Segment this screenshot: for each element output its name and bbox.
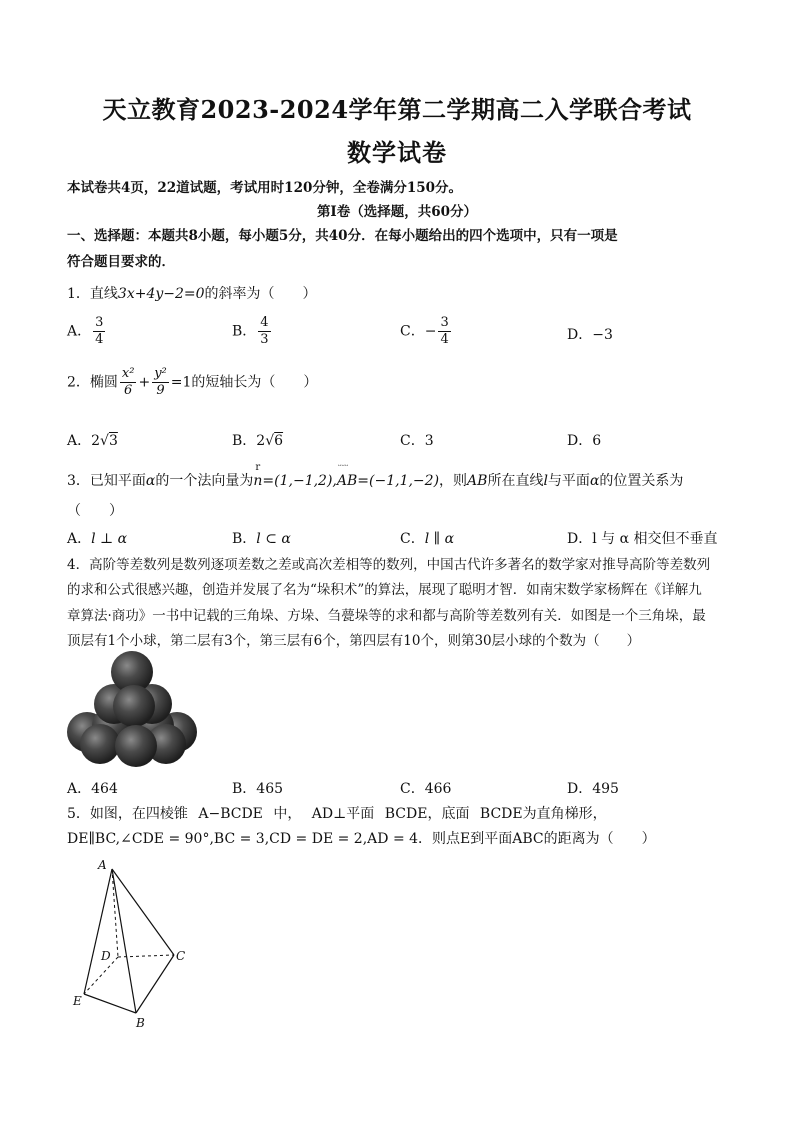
question-3	[67, 462, 684, 490]
plus-sign: +	[138, 374, 151, 391]
q1-option-d	[567, 324, 613, 344]
q2-option-c	[400, 430, 434, 450]
numerator: y²	[154, 366, 167, 381]
q1-equation: 3x+4y−2=0	[117, 286, 205, 302]
q1-prefix: 1．直线	[67, 286, 118, 302]
n-value: =(1,−1,2),	[262, 473, 337, 489]
edge-ad-hidden	[112, 869, 118, 957]
option-text: 464	[91, 781, 118, 797]
q3-text: 的一个法向量为	[155, 473, 254, 489]
edge-ac	[112, 869, 174, 955]
option-label: B．	[232, 323, 257, 340]
q4-option-a	[67, 778, 118, 798]
question-1	[67, 283, 317, 303]
vertex-a-label: A	[98, 858, 107, 872]
q1-suffix: 的斜率为（ ）	[204, 286, 317, 302]
vertex-b-label: B	[136, 1016, 145, 1030]
q3-text: 与平面	[547, 473, 590, 489]
q2-option-d	[567, 430, 601, 450]
option-label: B．	[232, 781, 257, 797]
denominator: 9	[156, 383, 165, 398]
option-label: B．	[232, 531, 257, 547]
sphere	[80, 724, 120, 764]
q1-option-c	[400, 315, 453, 348]
option-text: 6	[592, 433, 602, 449]
q5-line1: 5．如图，在四棱锥 A−BCDE 中， AD⊥平面 BCDE，底面 BCDE为直角梯形，	[67, 806, 607, 822]
q3-text: 3．已知平面	[67, 473, 146, 489]
sphere	[115, 725, 157, 767]
option-text: l ⊥ α	[91, 531, 128, 547]
q4-line4: 顶层有1个小球，第二层有3个，第三层有6个，第四层有10个，则第30层小球的个数为（ ）	[67, 633, 641, 649]
q4-line3: 章算法·商功》一书中记载的三角垛、方垛、刍甍垛等的求和都与高阶等差数列有关．如图是一个三角垛，最	[67, 608, 706, 624]
q3-option-a	[67, 528, 127, 548]
option-label: C．	[400, 531, 425, 547]
option-text: −3	[592, 327, 613, 343]
vertex-e-label: E	[73, 994, 82, 1008]
sphere	[113, 685, 155, 727]
q3-option-c	[400, 528, 454, 548]
q4-option-b	[232, 778, 283, 798]
triangular-pile-figure	[62, 648, 202, 773]
q3-option-d	[567, 528, 718, 548]
q3-blank: （ ）	[67, 503, 123, 519]
option-label: A．	[67, 781, 92, 797]
question-2	[67, 366, 317, 399]
vertex-d-label: D	[101, 949, 111, 963]
option-text: 465	[256, 781, 284, 797]
option-label: D．	[567, 531, 593, 547]
option-label: D．	[567, 781, 593, 797]
numerator: 3	[440, 315, 449, 330]
radicand: 6	[274, 433, 284, 449]
q1-option-a	[67, 315, 107, 348]
option-text: 3	[424, 433, 434, 449]
vector-n: n	[253, 473, 263, 489]
alpha-symbol: α	[145, 473, 156, 489]
option-label: A．	[67, 531, 92, 547]
vertex-c-label: C	[176, 949, 186, 963]
option-label: D．	[567, 327, 593, 343]
exam-title: 天立教育2023-2024学年第二学期高二入学联合考试	[102, 95, 692, 124]
option-label: C．	[400, 433, 425, 449]
option-label: C．	[400, 781, 425, 797]
section-title: 第Ⅰ卷（选择题，共60分）	[316, 204, 478, 220]
option-label: B．	[232, 433, 257, 449]
part-intro-line1: 一、选择题：本题共8小题，每小题5分，共40分．在每小题给出的四个选项中，只有一项是	[67, 228, 618, 244]
q4-option-c	[400, 778, 451, 798]
minus-sign: −	[424, 323, 437, 340]
option-text: l ∥ α	[424, 531, 455, 547]
vector-ab: AB	[336, 473, 358, 489]
option-label: D．	[567, 433, 593, 449]
denominator: 3	[260, 332, 269, 347]
q1-option-b	[232, 315, 273, 348]
q4-option-d	[567, 778, 619, 798]
part-intro-line2: 符合题目要求的．	[67, 254, 175, 270]
option-text: l ⊂ α	[256, 531, 291, 547]
vector-arrow-icon: ᵕᵕᵕ	[337, 462, 349, 472]
vector-arrow-icon: r	[255, 462, 261, 473]
numerator: 3	[95, 315, 104, 330]
coefficient: 2	[256, 433, 266, 449]
numerator: x²	[121, 366, 135, 381]
q4-line1: 4．高阶等差数列是数列逐项差数之差或高次差相等的数列，中国古代许多著名的数学家对推导高阶等差数列	[67, 557, 711, 573]
radicand: 3	[108, 433, 118, 449]
edge-bc	[136, 955, 174, 1013]
ab-label: AB	[467, 473, 488, 489]
ab-value: =(−1,1,−2)	[357, 473, 440, 489]
edge-ab	[112, 869, 136, 1013]
denominator: 4	[95, 332, 104, 347]
q3-text: 的位置关系为	[599, 473, 684, 489]
ab-vector	[336, 462, 358, 489]
denominator: 4	[440, 332, 449, 347]
option-label: A．	[67, 323, 92, 340]
q2-option-b: B．2√6	[232, 433, 284, 449]
edge-eb	[84, 994, 136, 1013]
exam-info: 本试卷共4页，22道试题，考试用时120分钟，全卷满分150分。	[67, 180, 463, 196]
exam-subtitle: 数学试卷	[347, 138, 447, 167]
option-text: 495	[592, 781, 619, 797]
q3-text: 所在直线	[487, 473, 544, 489]
denominator: 6	[124, 383, 133, 398]
q4-line2: 的求和公式很感兴趣，创造并发展了名为“垛积术”的算法，展现了聪明才智．如南宋数学家杨辉在《详解九	[67, 582, 702, 598]
normal-vector	[253, 462, 263, 489]
option-text: l 与 α 相交但不垂直	[592, 531, 718, 547]
equals-one: =1	[170, 374, 192, 391]
q2-prefix: 2．椭圆	[67, 374, 118, 391]
option-text: 466	[424, 781, 452, 797]
alpha-symbol: α	[589, 473, 600, 489]
option-label: C．	[400, 323, 425, 340]
line-l: l	[543, 473, 548, 489]
q3-text: ，则	[439, 473, 468, 489]
q2-option-a: A．2√3	[67, 433, 118, 449]
q2-suffix: 的短轴长为（ ）	[191, 374, 318, 391]
option-label: A．	[67, 433, 92, 449]
pyramid-figure	[68, 855, 198, 1035]
q3-option-b	[232, 528, 291, 548]
q5-line2: DE∥BC,∠CDE = 90°,BC = 3,CD = DE = 2,AD = 4．则点E到平面ABC的距离为（ ）	[67, 831, 656, 847]
edge-ae	[84, 869, 112, 994]
coefficient: 2	[91, 433, 101, 449]
numerator: 4	[260, 315, 269, 330]
